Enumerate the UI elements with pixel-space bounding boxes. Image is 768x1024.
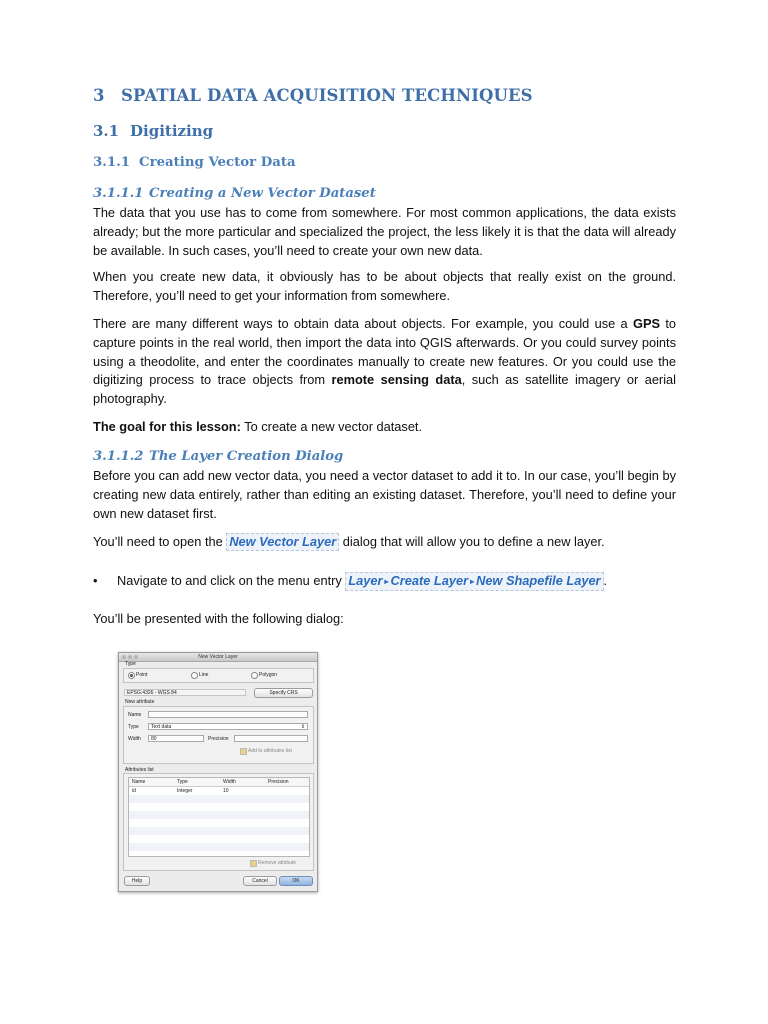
- column-header[interactable]: Type: [177, 779, 188, 785]
- table-row[interactable]: [129, 787, 309, 795]
- table-row-empty: [129, 843, 309, 851]
- type-group-label: Type: [125, 661, 136, 667]
- table-row-empty: [129, 819, 309, 827]
- section-number: 3.1: [93, 122, 120, 140]
- column-header[interactable]: Width: [223, 779, 236, 785]
- crs-display: EPSG:4326 - WGS 84: [124, 689, 246, 696]
- name-label: Name: [128, 712, 142, 718]
- remove-attribute-icon: [250, 860, 257, 867]
- subsection-number: 3.1.1: [93, 155, 131, 170]
- section-heading: [93, 122, 213, 140]
- attributes-list-label: Attributes list: [125, 767, 154, 773]
- ok-button[interactable]: OK: [279, 876, 313, 886]
- chapter-title: SPATIAL DATA ACQUISITION TECHNIQUES: [121, 86, 533, 105]
- subsubsection-title: Creating a New Vector Dataset: [149, 186, 376, 201]
- table-row-empty: [129, 835, 309, 843]
- new-attribute-label: New attribute: [125, 699, 155, 705]
- point-label: Point: [136, 672, 148, 678]
- help-button[interactable]: Help: [124, 876, 150, 886]
- type-select[interactable]: [148, 723, 308, 730]
- subsubsection-heading-a: [93, 186, 376, 201]
- attributes-table: [128, 777, 310, 857]
- bullet-item: [93, 572, 607, 591]
- subsubsection-title: The Layer Creation Dialog: [149, 449, 344, 464]
- menu-arrow-icon: ▸: [384, 577, 389, 586]
- table-header: [129, 778, 309, 787]
- specify-crs-button[interactable]: Specify CRS: [254, 688, 313, 698]
- type-group: [123, 668, 314, 683]
- attributes-list-group: [123, 773, 314, 871]
- text-run: Navigate to and click on the menu entry: [117, 573, 346, 588]
- polygon-label: Polygon: [259, 672, 278, 678]
- lesson-goal: [93, 418, 676, 437]
- type-field-label: Type: [128, 724, 139, 730]
- chapter-number: 3: [93, 86, 105, 105]
- subsubsection-number: 3.1.1.1: [93, 186, 144, 201]
- menu-new-shapefile-layer: New Shapefile Layer: [476, 573, 601, 588]
- text-run-bold: GPS: [632, 316, 661, 331]
- table-row-empty: [129, 795, 309, 803]
- text-run-bold: remote sensing data: [331, 372, 462, 388]
- paragraph: Before you can add new vector data, you need a vector dataset to add it to. In our case, you’ll begin by creating new data entirely, rather than editing an existing dataset. Therefore, you’ll need to define your own new dataset first.: [93, 468, 676, 521]
- section-title: Digitizing: [130, 122, 214, 140]
- dialog-titlebar: [119, 653, 317, 662]
- point-radio[interactable]: [128, 672, 135, 679]
- menu-create-layer: Create Layer: [390, 573, 469, 588]
- cancel-button[interactable]: Cancel: [243, 876, 277, 886]
- paragraph: When you create new data, it obviously has to be about objects that really exist on the ground. Therefore, you’ll need to get your information from somewhere.: [93, 269, 676, 303]
- goal-text: To create a new vector dataset.: [240, 419, 423, 434]
- remove-attribute-button[interactable]: Remove attribute: [258, 860, 297, 866]
- type-select-value: Text data: [151, 724, 172, 730]
- menu-layer: Layer: [348, 573, 383, 588]
- subsection-heading: [93, 155, 296, 170]
- paragraph: [93, 315, 676, 409]
- column-header[interactable]: Precision: [268, 779, 289, 785]
- text-run: , such as satellite imagery or aerial photography.: [93, 372, 677, 407]
- table-row-empty: [129, 803, 309, 811]
- table-row-empty: [129, 827, 309, 835]
- line-label: Line: [199, 672, 209, 678]
- subsection-title: Creating Vector Data: [139, 155, 296, 170]
- polygon-radio[interactable]: [251, 672, 258, 679]
- add-to-attributes-list-button[interactable]: Add to attributes list: [248, 748, 292, 754]
- precision-label: Precision: [208, 736, 229, 742]
- add-attribute-icon: [240, 748, 247, 755]
- subsubsection-heading-b: [93, 449, 343, 464]
- width-label: Width: [128, 736, 141, 742]
- table-row-empty: [129, 811, 309, 819]
- text-run: to capture points in the real world, then import the data into QGIS afterwards. Or you could survey points using a theodolite, and enter the coordinates manually to create new features. Or you could use the digitizing process to trace objects from: [93, 316, 676, 388]
- paragraph: The data that you use has to come from somewhere. For most common applications, the data exists already; but the more particular and specialized the project, the less likely it is that the data will already be available. In such cases, you’ll need to create your own new data.: [93, 205, 676, 258]
- menu-arrow-icon: ▸: [470, 577, 475, 586]
- menu-path[interactable]: [345, 572, 603, 591]
- precision-input[interactable]: [234, 735, 308, 742]
- table-cell: id: [132, 788, 136, 794]
- column-header[interactable]: Name: [132, 779, 146, 785]
- new-attribute-group: [123, 706, 314, 764]
- text-run: .: [603, 573, 608, 588]
- line-radio[interactable]: [191, 672, 198, 679]
- paragraph: You’ll be presented with the following dialog:: [93, 611, 344, 626]
- paragraph: [93, 533, 676, 552]
- table-cell: 10: [223, 788, 229, 794]
- width-input[interactable]: 80: [148, 735, 204, 742]
- dialog-title: New Vector Layer: [198, 654, 238, 660]
- goal-label: The goal for this lesson:: [93, 419, 241, 434]
- text-run: There are many different ways to obtain data about objects. For example, you could use a: [93, 316, 633, 331]
- new-vector-layer-dialog: [118, 652, 318, 892]
- name-input[interactable]: [148, 711, 308, 718]
- bullet-dot: •: [93, 573, 98, 588]
- chapter-heading: [93, 86, 533, 105]
- table-cell: Integer: [177, 788, 193, 794]
- text-run: dialog that will allow you to define a new layer.: [339, 534, 605, 549]
- text-run: You’ll need to open the: [93, 534, 227, 549]
- new-vector-layer-link[interactable]: New Vector Layer: [226, 533, 339, 551]
- chevron-down-icon: ⇕: [300, 724, 305, 730]
- subsubsection-number: 3.1.1.2: [93, 449, 144, 464]
